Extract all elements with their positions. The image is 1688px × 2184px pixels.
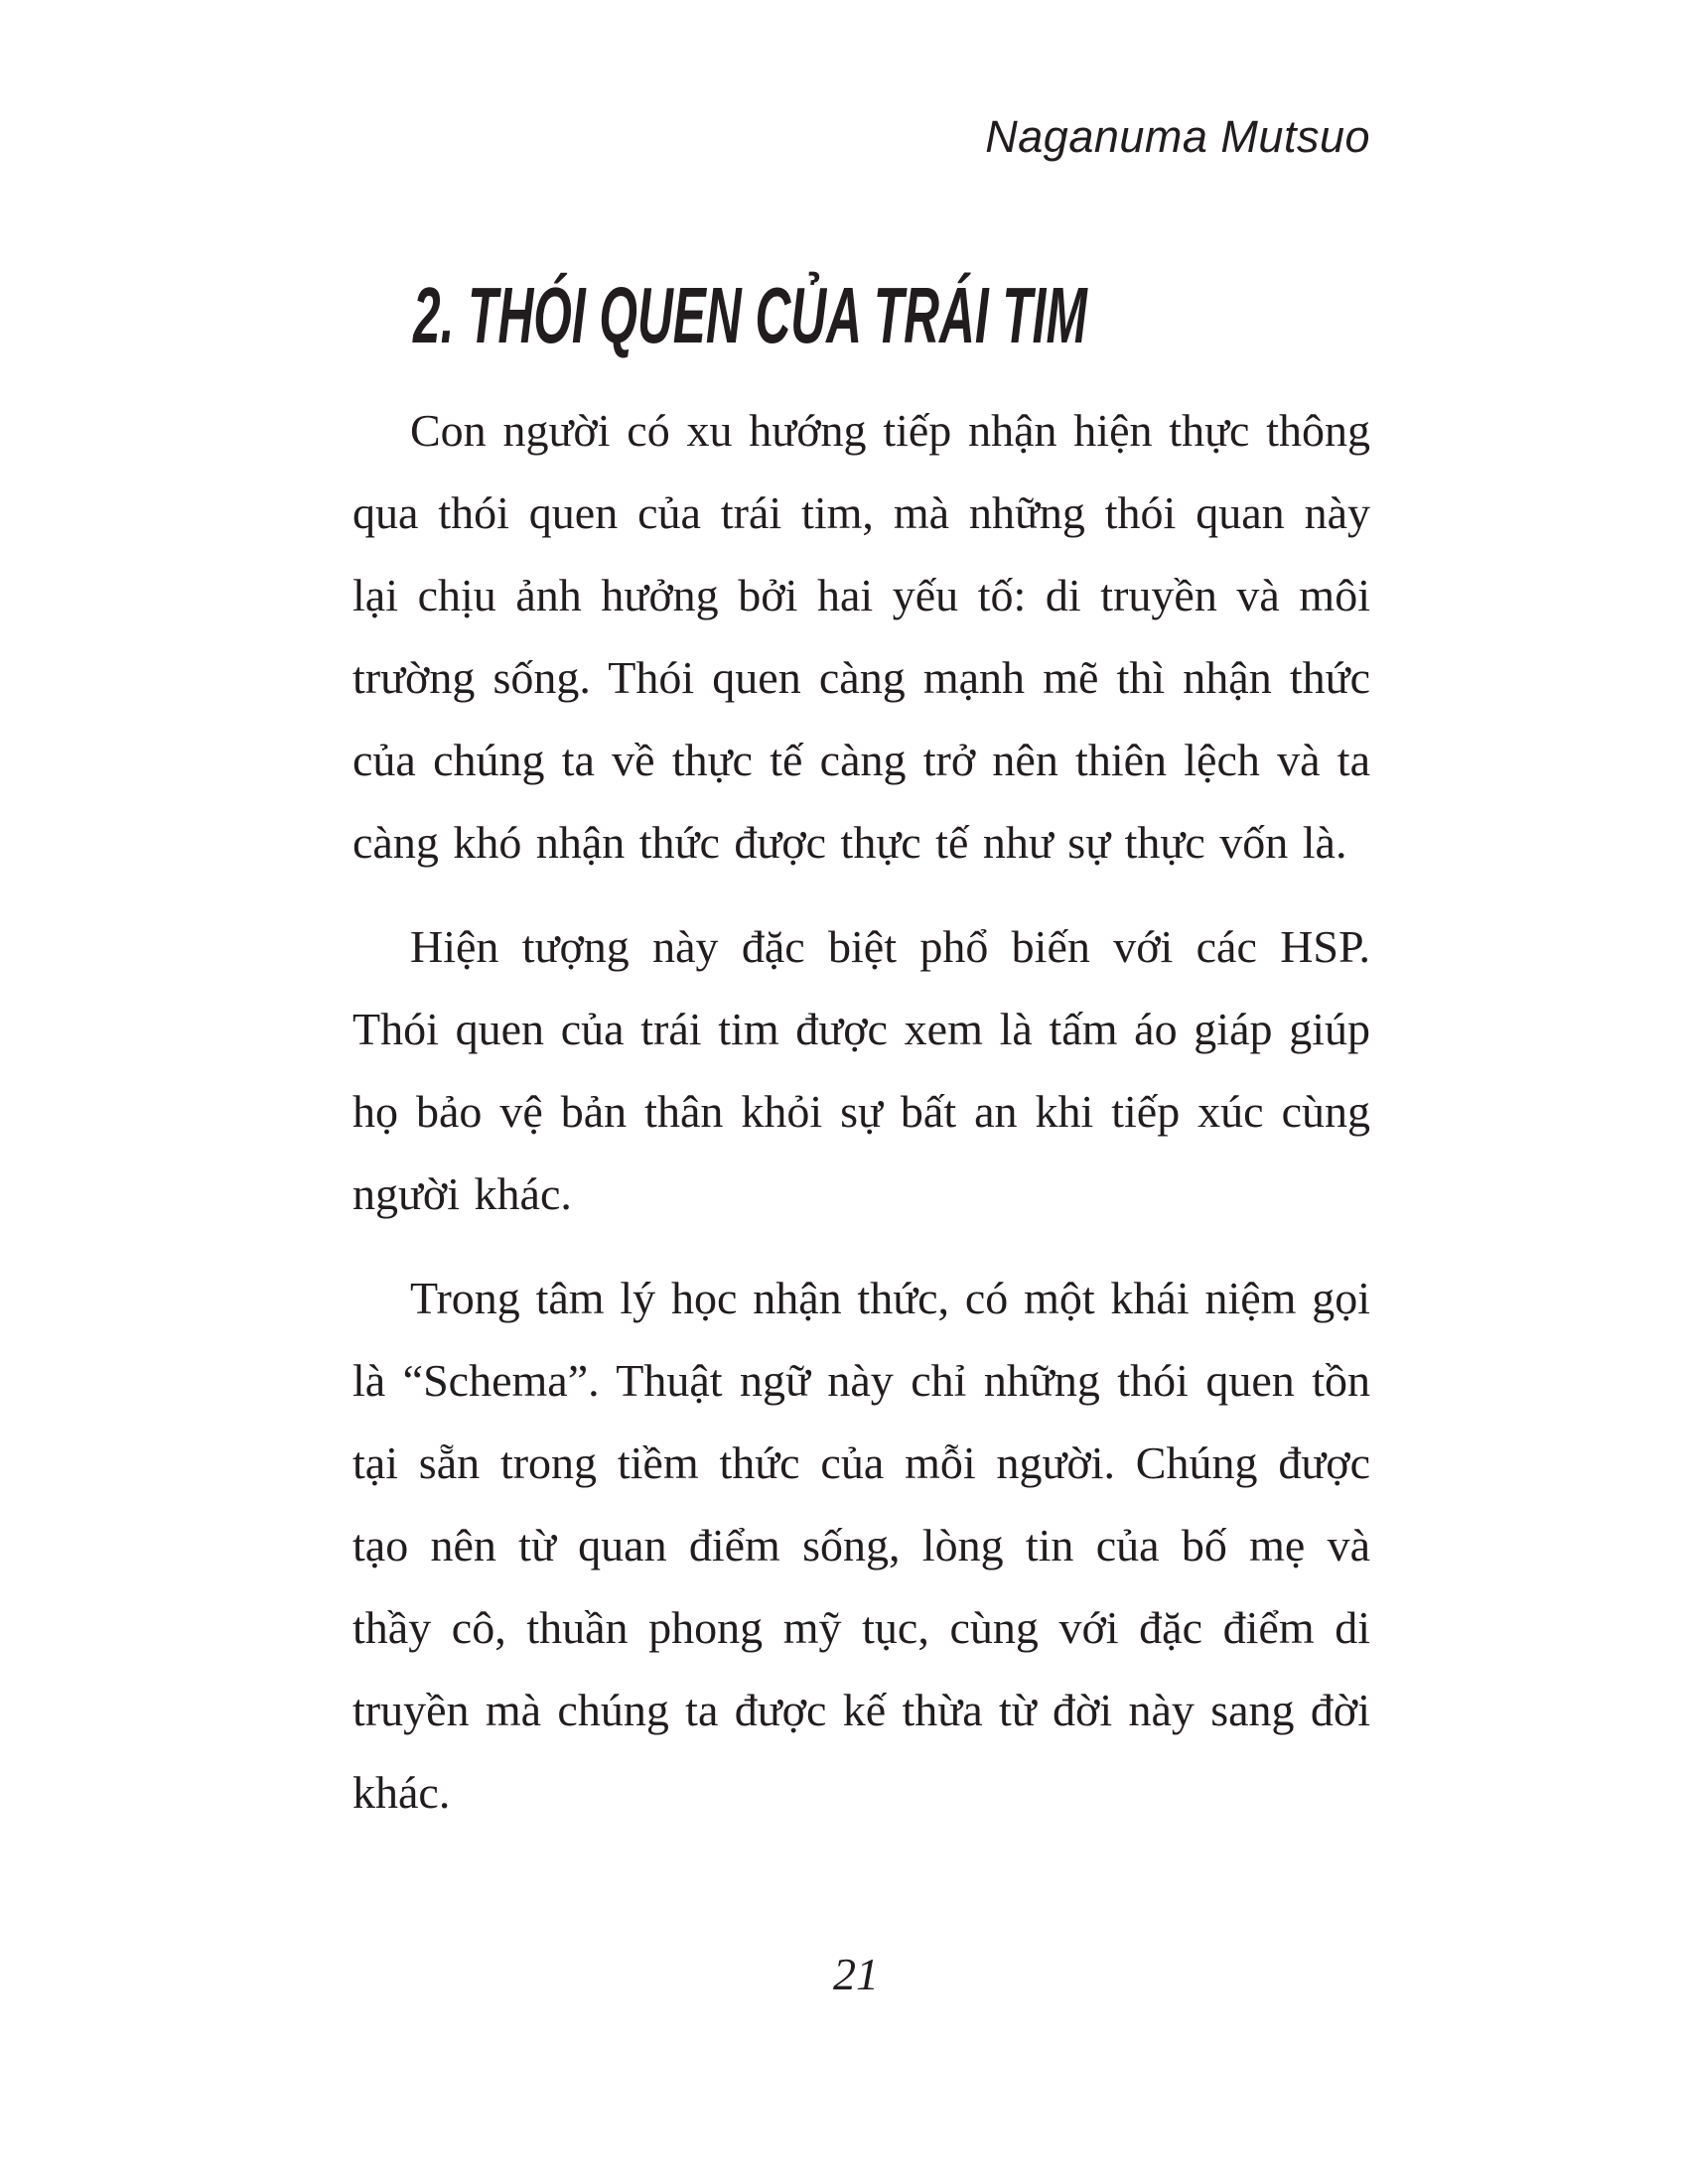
paragraph-schema: Trong tâm lý học nhận thức, có một khái niệm gọi là “Schema”. Thuật ngữ này chỉ những thói quen tồn tại sẵn trong tiềm thức của mỗi người. Chúng được tạo nên từ quan điểm sống, lòng tin của bố mẹ và thầy cô, thuần phong mỹ tục, cùng với đặc điểm di truyền mà chúng ta được kế thừa từ đời này sang đời khác. — [352, 1273, 1370, 1818]
body-text — [352, 389, 1370, 1855]
paragraph-hsp: Hiện tượng này đặc biệt phổ biến với các HSP. Thói quen của trái tim được xem là tấm áo giáp giúp họ bảo vệ bản thân khỏi sự bất an khi tiếp xúc cùng người khác. — [352, 921, 1370, 1219]
paragraph-habits-intro: Con người có xu hướng tiếp nhận hiện thực thông qua thói quen của trái tim, mà những thói quan này lại chịu ảnh hưởng bởi hai yếu tố: di truyền và môi trường sống. Thói quen càng mạnh mẽ thì nhận thức của chúng ta về thực tế càng trở nên thiên lệch và ta càng khó nhận thức được thực tế như sự thực vốn là. — [352, 405, 1370, 868]
page-number: 21 — [833, 1949, 879, 1999]
section-heading: 2. THÓI QUEN CỦA TRÁI TIM — [413, 271, 1087, 359]
running-header: Naganuma Mutsuo — [985, 111, 1370, 162]
